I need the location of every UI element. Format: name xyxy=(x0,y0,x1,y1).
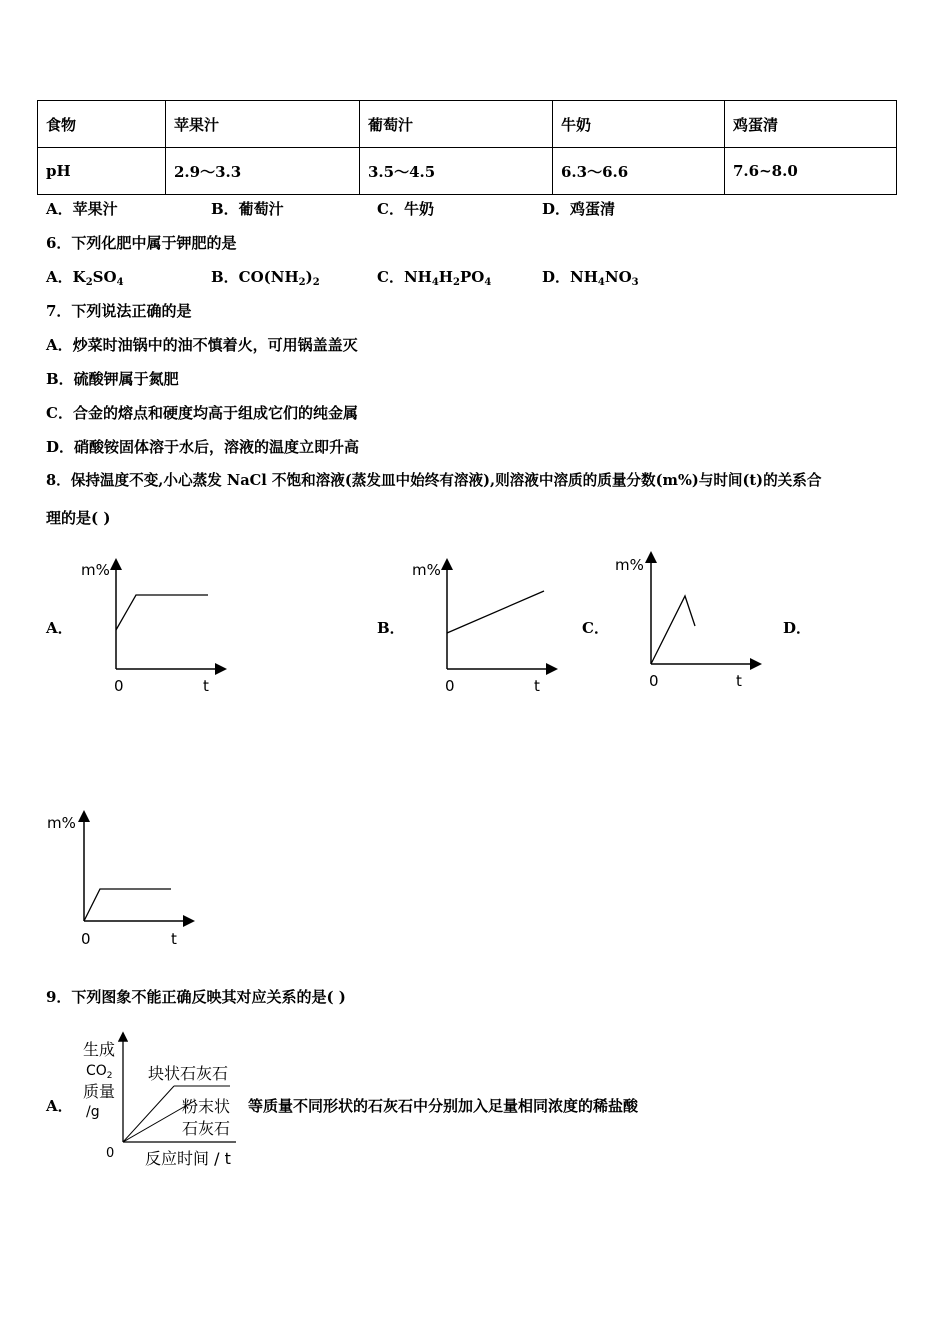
table-cell: 牛奶 xyxy=(553,101,725,148)
origin-label: 0 xyxy=(81,930,91,948)
y-axis-label: m% xyxy=(81,561,110,579)
table-cell: 2.9～3.3 xyxy=(166,148,360,195)
q8-stem-line2: 理的是( ) xyxy=(46,509,111,527)
ph-table xyxy=(37,100,897,195)
origin-label: 0 xyxy=(106,1146,115,1161)
x-axis-label: t xyxy=(171,930,177,948)
q8-label-c: C． xyxy=(582,619,609,637)
q8-label-a: A． xyxy=(46,619,73,637)
q6-option-b: B．$CO(NH_2)_2$ xyxy=(211,268,320,288)
line1-label: 块状石灰石 xyxy=(148,1064,229,1083)
graph-line xyxy=(447,591,544,633)
q6-stem: 6．下列化肥中属于钾肥的是 xyxy=(46,234,237,252)
origin-label: 0 xyxy=(445,677,455,695)
graph-a xyxy=(70,553,230,698)
q9-label-a: A． xyxy=(46,1097,73,1115)
x-axis-label: 反应时间 / t xyxy=(145,1149,231,1168)
q5-option-a: A．苹果汁 xyxy=(46,200,118,218)
q7-option-a: A．炒菜时油锅中的油不慎着火，可用锅盖盖灭 xyxy=(46,336,358,354)
x-axis-label: t xyxy=(736,672,742,690)
y-label-3: 质量 xyxy=(83,1082,116,1101)
table-cell: 7.6~8.0 xyxy=(725,148,897,195)
table-cell: pH xyxy=(38,148,166,195)
q7-stem: 7．下列说法正确的是 xyxy=(46,302,192,320)
line2-label-a: 粉末状 xyxy=(182,1097,231,1116)
table-cell: 苹果汁 xyxy=(166,101,360,148)
table-header-row xyxy=(38,101,897,148)
origin-label: 0 xyxy=(649,672,659,690)
q9-stem: 9．下列图象不能正确反映其对应关系的是( ) xyxy=(46,988,346,1006)
q7-option-d: D．硝酸铵固体溶于水后，溶液的温度立即升高 xyxy=(46,438,360,456)
graph-b xyxy=(402,553,562,698)
y-label-1: 生成 xyxy=(83,1040,116,1059)
y-axis-label: m% xyxy=(47,814,76,832)
x-axis-label: t xyxy=(534,677,540,695)
table-cell: 葡萄汁 xyxy=(360,101,553,148)
q9-option-a-text: 等质量不同形状的石灰石中分别加入足量相同浓度的稀盐酸 xyxy=(248,1097,639,1115)
powder-line xyxy=(123,1086,174,1142)
line2-label-b: 石灰石 xyxy=(182,1119,231,1138)
y-axis-label: m% xyxy=(615,556,644,574)
y-label-2: $CO_2$ xyxy=(86,1063,113,1081)
table-cell: 6.3～6.6 xyxy=(553,148,725,195)
q5-option-b: B．葡萄汁 xyxy=(211,200,284,218)
graph-line xyxy=(651,596,695,664)
x-axis-label: t xyxy=(203,677,209,695)
q8-stem-line1: 8．保持温度不变,小心蒸发 NaCl 不饱和溶液(蒸发皿中始终有溶液),则溶液中溶质的质量分数(m%)与时间(t)的关系合 xyxy=(46,472,822,489)
graph-c xyxy=(605,548,765,693)
y-label-4: /g xyxy=(86,1104,100,1120)
table-cell: 鸡蛋清 xyxy=(725,101,897,148)
origin-label: 0 xyxy=(114,677,124,695)
graph-q9-a xyxy=(78,1030,243,1172)
table-cell: 3.5～4.5 xyxy=(360,148,553,195)
q7-option-c: C．合金的熔点和硬度均高于组成它们的纯金属 xyxy=(46,404,358,422)
q7-option-b: B．硫酸钾属于氮肥 xyxy=(46,370,179,388)
q6-option-c: C．$NH_4H_2PO_4$ xyxy=(377,268,492,288)
q8-label-b: B． xyxy=(377,619,405,637)
q6-option-d: D．$NH_4NO_3$ xyxy=(542,268,639,288)
q5-option-d: D．鸡蛋清 xyxy=(542,200,616,218)
table-row xyxy=(38,148,897,195)
graph-line xyxy=(84,889,171,921)
q8-label-d: D． xyxy=(783,619,812,637)
table-cell: 食物 xyxy=(38,101,166,148)
y-axis-label: m% xyxy=(412,561,441,579)
graph-d xyxy=(38,805,198,950)
q6-option-a: A．$K_2SO_4$ xyxy=(46,268,124,288)
q5-option-c: C．牛奶 xyxy=(377,200,434,218)
graph-line xyxy=(116,595,208,630)
